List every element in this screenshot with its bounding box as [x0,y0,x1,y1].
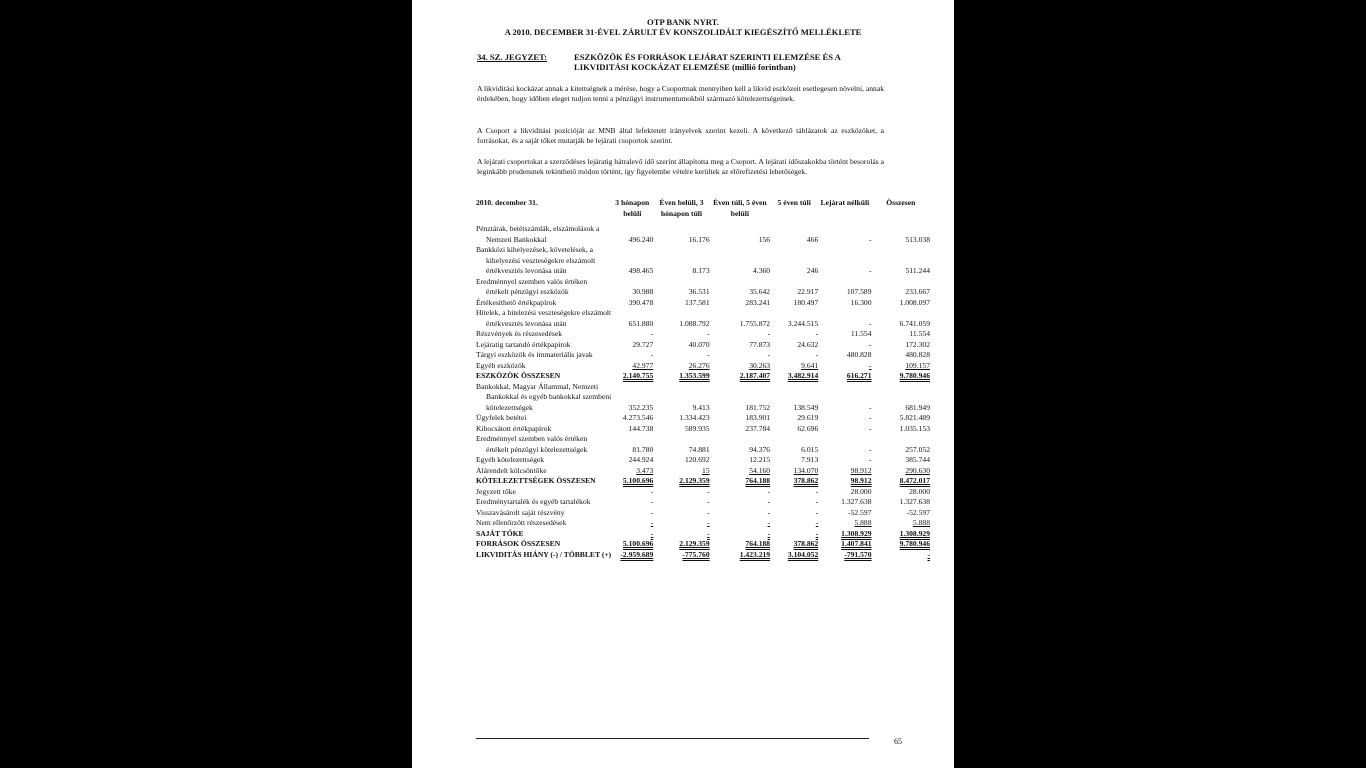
cell-value: 40.070 [688,339,710,349]
cell-value: 390.478 [628,297,654,307]
cell-value: 513.038 [905,234,930,244]
cell-value: 28.000 [850,486,872,496]
cell-value: 385.744 [905,455,930,464]
cell-value: - [869,402,872,412]
cell-value: 29.619 [797,413,819,422]
table-row [476,518,930,529]
cell-value: 134.070 [793,465,819,475]
row-label: LIKVIDITÁS HIÁNY (-) / TÖBBLET (+) [476,549,612,559]
header-col-2: Éven belüli, 3 hónapon túli [659,198,704,218]
cell-value: 1.008.097 [899,297,930,307]
header-col-1: 3 hónapon belüli [615,198,650,218]
cell-value: -52.597 [848,507,872,517]
cell-value: - [815,528,819,538]
cell-value: 4.273.546 [622,413,654,422]
table-row [476,508,930,519]
cell-value: - [707,518,710,527]
cell-value: 2.129.359 [679,476,710,485]
cell-value: - [767,518,771,527]
table-row [476,434,930,455]
table-row [476,539,930,550]
cell-value: 466 [806,234,819,244]
cell-value: 22.917 [797,287,819,296]
table-row [476,455,930,466]
cell-value: - [815,507,819,517]
table-row [476,361,930,372]
cell-value: 183.901 [745,413,771,422]
table-row [476,371,930,382]
cell-value: - [707,350,710,359]
cell-value: 15 [702,465,710,475]
cell-value: 3.104.052 [787,549,819,559]
cell-value: - [815,486,819,496]
cell-value: -2.959.689 [620,549,654,559]
cell-value: 1.353.599 [679,371,710,380]
header-col-5: Lejárat nélküli [820,198,870,207]
table-row [476,308,930,329]
cell-value: - [815,518,819,527]
cell-value: - [650,350,654,359]
table-row [476,277,930,298]
row-label: Kibocsátott értékpapírok [476,423,552,433]
cell-value: 480.828 [905,350,930,359]
cell-value: 589.935 [684,423,710,433]
cell-value: - [650,507,654,517]
cell-value: - [869,444,872,454]
row-label: Értékesíthető értékpapírok [476,297,557,307]
cell-value: 1.035.153 [899,423,930,433]
row-label: Visszavásárolt saját részvény [476,507,565,517]
cell-value: 378.862 [793,476,819,485]
cell-value: - [869,234,872,244]
document-title: A 2010. DECEMBER 31-ÉVEL ZÁRULT ÉV KONSZOLIDÁLT KIEGÉSZÍTŐ MELLÉKLETE [504,27,862,37]
row-label: Egyéb eszközök [476,360,526,370]
row-label: Eredménnyel szemben valós értéken értékelt pénzügyi eszközök [476,276,588,296]
cell-value: 1.407.841 [841,539,872,548]
cell-value: - [767,528,771,538]
table-row [476,466,930,477]
row-label: KÖTELEZETTSÉGEK ÖSSZESEN [476,476,596,485]
row-label: ESZKÖZÖK ÖSSZESEN [476,371,561,380]
cell-value: - [869,339,872,349]
cell-value: - [650,518,654,527]
cell-value: 1.327.638 [899,497,930,506]
row-label: Ügyfelek betétei [476,413,527,422]
cell-value: 11.554 [850,329,872,338]
cell-value: - [767,486,771,496]
cell-value: 498.465 [628,266,654,275]
cell-value: -52.597 [906,507,930,517]
table-row [476,476,930,487]
cell-value: 30.988 [632,287,654,296]
cell-value: 244.924 [628,455,654,464]
paragraph-1: A likviditási kockázat annak a kitettségnek a mérése, hogy a Csoportnak mennyiben kell a likvid eszközeit esetlegesen növelni, annak érdekében, hogy időben eleget tudjon tenni a pénzügyi instrumentumokból származó kötelezettségeinek. [477,84,884,104]
table-row [476,550,930,561]
cell-value: - [869,266,872,275]
cell-value: 11.554 [909,329,930,338]
cell-value: - [707,497,710,506]
cell-value: 2.140.755 [622,371,654,380]
cell-value: - [650,486,654,496]
cell-value: 26.276 [688,360,710,370]
table-header-row [476,198,930,224]
table-row [476,224,930,245]
footer-rule [476,738,869,739]
cell-value: 246 [806,266,819,275]
cell-value: 9.413 [692,402,710,412]
cell-value: -791.570 [844,549,872,559]
cell-value: 480.828 [846,350,872,359]
cell-value: 181.752 [745,402,771,412]
cell-value: 9.780.946 [899,539,930,548]
table-row [476,424,930,435]
cell-value: - [767,329,771,338]
cell-value: - [767,507,771,517]
cell-value: 764.188 [745,539,771,548]
row-label: Bankközi kihelyezések, követelések, a kihelyezési veszteségekre elszámolt értékvesztés levonása után [476,245,596,275]
paragraph-2: A Csoport a likviditási pozícióját az MNB által lefektetett irányelvek szerint kezeli. A következő táblázatok az eszközöket, a forrásokat, és a saját tőket mutatják be lejárati csoportok szerint. [477,126,884,146]
cell-value: 35.642 [749,287,771,296]
table-row [476,340,930,351]
cell-value: 144.738 [628,423,654,433]
cell-value: 98.912 [850,476,872,485]
cell-value: - [707,486,710,496]
cell-value: 3.473 [636,465,654,475]
row-label: Alárendelt kölcsöntőke [476,465,547,475]
table-row [476,487,930,498]
cell-value: 7.913 [801,455,819,464]
cell-value: 4.360 [753,266,771,275]
header-col-3: Éven túli, 5 éven belüli [713,198,767,218]
maturity-table [476,198,930,560]
row-label: SAJÁT TŐKE [476,528,524,538]
cell-value: 16.300 [850,297,872,307]
cell-value: - [869,413,872,422]
cell-value: 2.129.359 [679,539,710,548]
cell-value: 54.160 [749,465,771,475]
cell-value: 8.472.017 [899,476,930,485]
row-label: Tárgyi eszközök és immateriális javak [476,350,593,359]
cell-value: 8.173 [692,266,710,275]
cell-value: 3.482.914 [787,371,819,380]
row-label: FORRÁSOK ÖSSZESEN [476,539,561,548]
table-row [476,413,930,424]
cell-value: 12.215 [749,455,771,464]
row-label: Lejáratig tartandó értékpapírok [476,339,571,349]
cell-value: - [707,329,710,338]
cell-value: 290.630 [905,465,930,475]
cell-value: - [650,329,654,338]
cell-value: 137.581 [684,297,710,307]
cell-value: 496.240 [628,234,654,244]
row-label: Eredménytartalék és egyéb tartalékok [476,497,591,506]
cell-value: 5.821.489 [899,413,930,422]
page-number: 65 [894,737,902,746]
cell-value: 120.692 [684,455,710,464]
cell-value: 1.308.929 [841,528,872,538]
cell-value: 109.157 [905,360,930,370]
cell-value: 30.263 [749,360,771,370]
cell-value: 764.188 [745,476,771,485]
cell-value: 257.052 [905,444,930,454]
note-number: 34. SZ. JEGYZET: [477,52,548,62]
cell-value: 2.187.407 [739,371,771,380]
cell-value: - [707,528,710,538]
row-label: Jegyzett tőke [476,486,516,496]
cell-value: - [815,329,819,338]
table-row [476,497,930,508]
cell-value: 5.888 [912,518,930,527]
cell-value: 6.741.059 [899,318,930,328]
cell-value: 1.327.638 [841,497,872,506]
cell-value: 16.176 [688,234,710,244]
cell-value: 1.308.929 [899,528,930,538]
cell-value: 378.862 [793,539,819,548]
company-name: OTP BANK NYRT. [647,17,719,27]
cell-value: 138.549 [793,402,819,412]
document-page [412,0,954,768]
cell-value: 180.497 [793,297,819,307]
cell-value: 1.334.423 [679,413,710,422]
cell-value: 107.589 [846,287,872,296]
cell-value: 681.949 [905,402,930,412]
table-row [476,245,930,277]
row-label: Hitelek, a hitelezési veszteségekre elszámolt értékvesztés levonása után [476,308,612,328]
cell-value: - [869,318,872,328]
cell-value: 237.784 [745,423,771,433]
cell-value: 283.241 [745,297,771,307]
row-label: Bankokkal, Magyar Állammal, Nemzeti Bankokkal és egyéb bankokkal szembeni kötelezettségek [476,381,612,412]
table-row [476,329,930,340]
cell-value: 616.271 [846,371,872,380]
cell-value: 98.912 [850,465,872,475]
cell-value: 1.755.872 [739,318,771,328]
row-label: Eredménnyel szemben valós értéken értékelt pénzügyi kötelezettségek [476,434,588,454]
cell-value: 5.100.696 [622,476,654,485]
cell-value: 511.244 [905,266,930,275]
cell-value: 9.780.946 [899,371,930,380]
note-title: ESZKÖZÖK ÉS FORRÁSOK LEJÁRAT SZERINTI ELEMZÉSE ÉS A LIKVIDITÁSI KOCKÁZAT ELEMZÉSE (millió forintban) [574,52,841,72]
cell-value: 9.641 [801,360,819,370]
cell-value: 172.302 [905,339,930,349]
cell-value: 233.667 [905,287,930,296]
cell-value: - [927,549,930,559]
cell-value: - [767,350,771,359]
cell-value: 352.235 [628,402,654,412]
cell-value: 28.000 [909,486,930,496]
row-label: Pénztárak, betétszámlák, elszámolások a Nemzeti Bankokkal [476,224,600,244]
cell-value: 5.100.696 [622,539,654,548]
row-label: Nem ellenőrzött részesedések [476,518,567,527]
cell-value: 94.376 [749,444,771,454]
cell-value: 77.873 [749,339,771,349]
cell-value: - [650,497,654,506]
table-row [476,350,930,361]
cell-value: 5.888 [854,518,872,527]
cell-value: 1.088.792 [679,318,710,328]
cell-value: 3.244.515 [787,318,819,328]
cell-value: - [869,423,872,433]
cell-value: - [707,507,710,517]
table-row [476,298,930,309]
paragraph-3: A lejárati csoportokat a szerződéses lejáratig hátralevő idő szerint állapította meg a Csoport. A lejárati időszakokba történt besorolás a leginkább prudensnek tekinthető módon történt, így figyelembe vételre kerültek az előrefizetési lehetőségek. [477,157,884,177]
header-date: 2010. december 31. [476,198,538,207]
cell-value: - [767,497,771,506]
cell-value: - [815,497,819,506]
cell-value: 24.632 [797,339,819,349]
table-row [476,529,930,540]
row-label: Részvények és részesedések [476,329,563,338]
cell-value: 1.423.219 [739,549,771,559]
cell-value: - [869,360,872,370]
cell-value: 651.880 [628,318,654,328]
row-label: Egyéb kötelezettségek [476,455,545,464]
cell-value: 29.727 [632,339,654,349]
cell-value: 81.780 [632,444,654,454]
cell-value: - [650,528,654,538]
cell-value: -775.760 [682,549,710,559]
cell-value: - [815,350,819,359]
cell-value: - [869,455,872,464]
header-col-6: Összesen [886,198,916,207]
header-col-4: 5 éven túli [777,198,811,207]
cell-value: 6.015 [801,444,819,454]
cell-value: 156 [758,234,771,244]
cell-value: 36.531 [688,287,710,296]
cell-value: 62.696 [797,423,819,433]
cell-value: 42.977 [632,360,654,370]
cell-value: 74.881 [688,444,710,454]
table-row [476,382,930,414]
